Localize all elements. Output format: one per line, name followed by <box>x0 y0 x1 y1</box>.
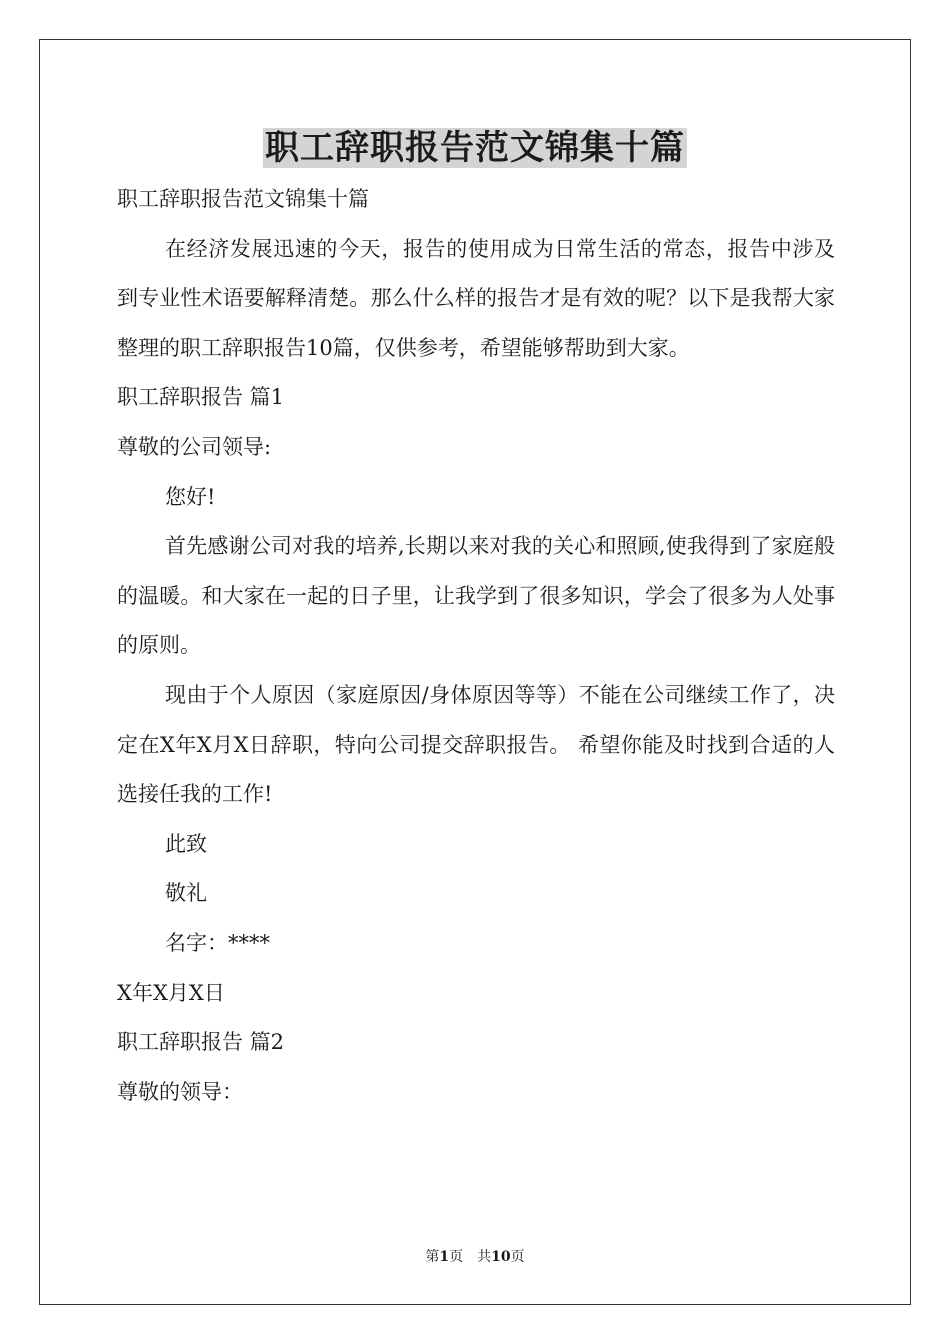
page-footer <box>0 1247 950 1267</box>
paragraph-12: 尊敬的领导： <box>117 1079 243 1104</box>
paragraph-11: 职工辞职报告 篇2 <box>117 1030 285 1055</box>
paragraph-6: 现由于个人原因（家庭原因/身体原因等等）不能在公司继续工作了，决定在X年X月X日辞职，特向公司提交辞职报告。 希望你能及时找到合适的人选接任我的工作! <box>117 682 835 807</box>
paragraph-3: 尊敬的公司领导: <box>117 434 272 459</box>
paragraph-9: 名字：**** <box>165 930 270 955</box>
document-body <box>117 175 835 1117</box>
total-pages: 10 <box>491 1249 511 1265</box>
paragraph-4: 您好! <box>165 484 216 509</box>
paragraph-1: 在经济发展迅速的今天，报告的使用成为日常生活的常态，报告中涉及到专业性术语要解释清楚。那么什么样的报告才是有效的呢？以下是我帮大家整理的职工辞职报告10篇，仅供参考，希望能够帮助到大家。 <box>117 236 835 360</box>
paragraph-8: 敬礼 <box>165 881 207 906</box>
paragraph-10: X年X月X日 <box>117 980 225 1005</box>
page-number: 1 <box>439 1249 450 1265</box>
paragraph-2: 职工辞职报告 篇1 <box>117 385 285 410</box>
paragraph-7: 此致 <box>165 831 207 856</box>
paragraph-0: 职工辞职报告范文锦集十篇 <box>117 187 369 211</box>
total-prefix: 共 <box>477 1249 492 1265</box>
document-title: 职工辞职报告范文锦集十篇 <box>265 128 685 168</box>
paragraph-5: 首先感谢公司对我的培养,长期以来对我的关心和照顾,使我得到了家庭般的温暖。和大家在一起的日子里，让我学到了很多知识，学会了很多为人处事的原则。 <box>117 534 835 658</box>
total-suffix: 页 <box>510 1249 525 1265</box>
page-prefix: 第 <box>425 1249 440 1265</box>
title-container <box>0 128 950 168</box>
page-suffix: 页 <box>449 1249 464 1265</box>
